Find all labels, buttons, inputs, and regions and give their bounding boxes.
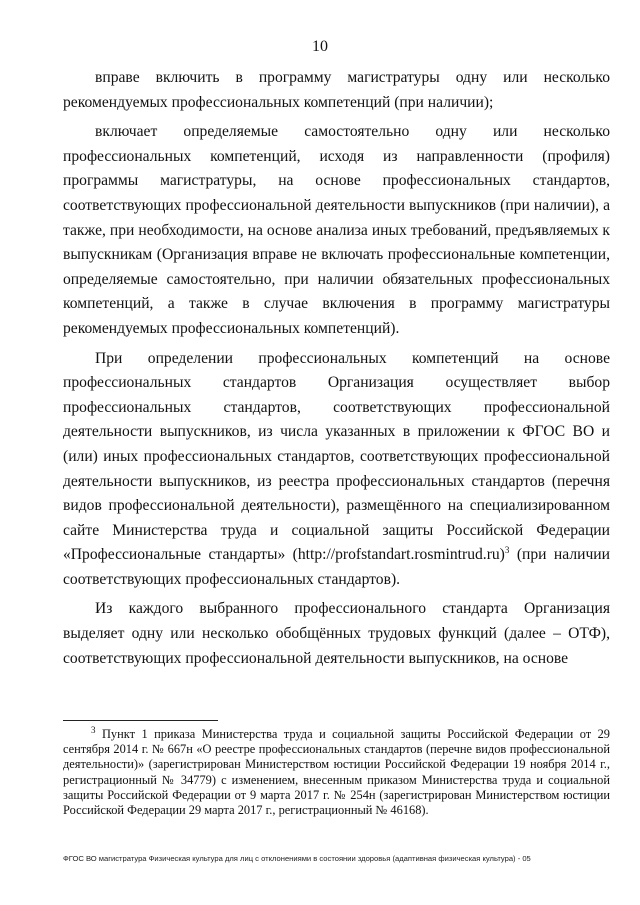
footnote-text: Пункт 1 приказа Министерства труда и социальной защиты Российской Федерации от 29 сентября 2014 г. № 667н «О реестре профессиональных стандартов (перечне видов профессиональной деятельности)» (зарегистрирован Министерством юстиции Российской Федерации 19 ноября 2014 г., регистрационный № 34779) с изменением, внесенным приказом Министерства труда и социальной защиты Российской Федерации от 9 марта 2017 г. № 254н (зарегистрирован Министерством юстиции Российской Федерации 29 марта 2017 г., регистрационный № 46168). (63, 727, 610, 818)
paragraph-3-tail: (при наличии соответствующих профессиональных стандартов). (63, 546, 610, 588)
paragraph-4: Из каждого выбранного профессионального стандарта Организация выделяет одну или несколько обобщённых трудовых функций (далее – ОТФ), соответствующих профессиональной деятельности выпускников, на основе (63, 600, 610, 667)
paragraph-3 (63, 347, 610, 593)
footnote-divider (63, 720, 218, 721)
paragraph-2: включает определяемые самостоятельно одну или несколько профессиональных компетенций, исходя из направленности (профиля) программы магистратуры, на основе профессиональных стандартов, соответствующих профессиональной деятельности выпускников (при наличии), а также, при необходимости, на основе анализа иных требований, предъявляемых к выпускникам (Организация вправе не включать профессиональные компетенции, определяемые самостоятельно, при наличии обязательных профессиональных компетенций, а также в случае включения в программу магистратуры рекомендуемых профессиональных компетенций). (63, 123, 610, 337)
footnote (63, 724, 610, 818)
footnote-reference: 3 (504, 545, 510, 556)
paragraph-3-text: При определении профессиональных компетенций на основе профессиональных стандартов Организация осуществляет выбор профессиональных стандартов, соответствующих профессиональной деятельности выпускников, из числа указанных в приложении к ФГОС ВО и (или) иных профессиональных стандартов, соответствующих профессиональной деятельности выпускников, из реестра профессиональных стандартов (перечня видов профессиональной деятельности), размещённого на специализированном сайте Министерства труда и социальной защиты Российской Федерации «Профессиональные стандарты» (http://profstandart.rosmintrud.ru) (63, 349, 610, 564)
page-number: 10 (312, 38, 328, 55)
document-body (63, 66, 610, 671)
footnote-marker: 3 (91, 724, 96, 735)
paragraph-1: вправе включить в программу магистратуры одну или несколько рекомендуемых профессиональных компетенций (при наличии); (63, 69, 610, 111)
page-footer: ФГОС ВО магистратура Физическая культура для лиц с отклонениями в состоянии здоровья (адаптивная физическая культура) - 05 (63, 854, 531, 863)
